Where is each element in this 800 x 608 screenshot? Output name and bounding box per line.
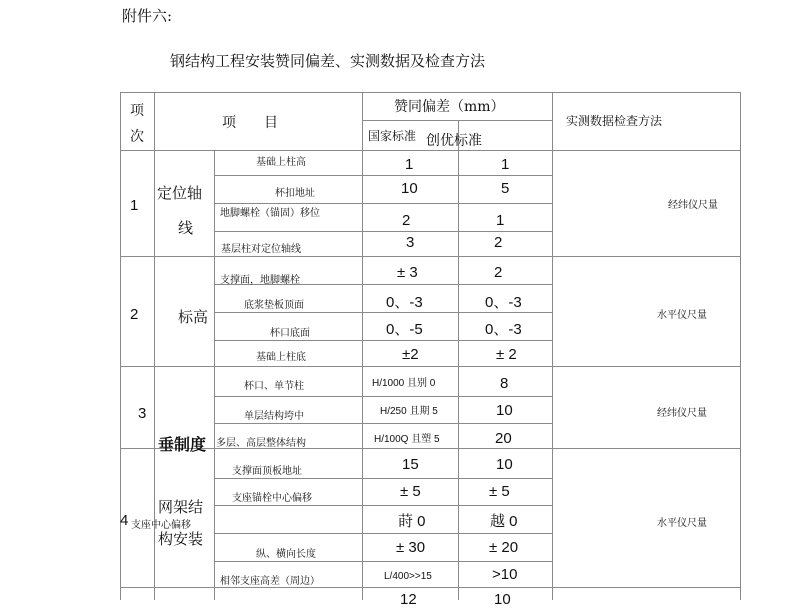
group-category: 线 (178, 219, 194, 237)
row-national: ± 5 (400, 483, 421, 500)
table-border-top (120, 92, 741, 93)
row-national: 莳 0 (398, 513, 426, 530)
row-excellent: 越 0 (490, 513, 518, 530)
table-row-line (214, 561, 552, 562)
header-inspection-method: 实测数据检查方法 (566, 114, 663, 128)
table-col-line (552, 92, 553, 600)
table-row-line (214, 231, 552, 232)
group-category: 垂制度 (158, 435, 207, 454)
row-item: 支撑面，地脚螺栓 (220, 275, 300, 286)
row-excellent: 0、-3 (485, 294, 522, 311)
row-excellent: ± 5 (489, 483, 510, 500)
group-seq: 4 (120, 512, 129, 529)
table-row-line (120, 256, 741, 257)
table-row-line (214, 312, 552, 313)
row-item: 基础上柱底 (256, 352, 306, 363)
table-row-line (214, 505, 552, 506)
group-method: 水平仪尺量 (657, 518, 707, 529)
row-excellent: 2 (494, 264, 503, 281)
row-item: 支撑面顶板地址 (232, 466, 302, 477)
table-row-line (214, 175, 552, 176)
row-national: H/100Q 且塑 5 (374, 434, 440, 445)
row-excellent: 2 (494, 234, 503, 251)
row-national: H/250 且期 5 (380, 406, 438, 417)
row-national: H/1000 且别 0 (372, 378, 436, 389)
row-excellent: 10 (494, 591, 511, 608)
row-national: 15 (402, 456, 419, 473)
table-row-line (214, 423, 552, 424)
row-item: 底浆垫板顶面 (244, 300, 304, 311)
row-item: 纵、横向长度 (256, 549, 316, 560)
header-item: 项 目 (222, 115, 278, 131)
group-seq: 3 (138, 405, 147, 422)
row-excellent: 0、-3 (485, 321, 522, 338)
table-row-line (120, 150, 741, 151)
group-category: 标高 (178, 308, 209, 326)
row-national: ±2 (402, 346, 419, 363)
row-item: 地脚螺栓（锚固）移位 (220, 208, 320, 219)
row-national: ± 3 (397, 264, 418, 281)
table-row-line (214, 533, 552, 534)
row-excellent: 10 (496, 456, 513, 473)
row-excellent: ± 2 (496, 346, 517, 363)
table-row-line (362, 120, 552, 121)
table-row-line (120, 366, 741, 367)
group-method: 经纬仪尺量 (668, 200, 718, 211)
row-national: 12 (400, 591, 417, 608)
group-category: 构安装 (158, 530, 204, 548)
row-excellent: 8 (500, 375, 509, 392)
table-row-line (214, 478, 552, 479)
page-title: 钢结构工程安装赞同偏差、实测数据及检查方法 (170, 52, 486, 70)
header-national-standard: 国家标准 (368, 129, 417, 143)
group-category: 网架结 (158, 498, 204, 516)
header-seq-char: 次 (130, 129, 144, 145)
row-national: 2 (402, 212, 411, 229)
row-item: 杯扣地址 (275, 188, 315, 199)
table-row-line (214, 340, 552, 341)
table-col-line (362, 92, 363, 600)
row-excellent: >10 (492, 566, 518, 583)
row-national: ± 30 (396, 539, 426, 556)
row-item: 基础上柱高 (256, 157, 306, 168)
header-excellent-standard: 创优标准 (426, 133, 482, 149)
row-national: L/400>>15 (384, 571, 432, 582)
row-excellent: 5 (501, 180, 510, 197)
table-row-line (120, 448, 741, 449)
group-seq: 1 (130, 197, 139, 214)
table-col-line (458, 120, 459, 600)
row-excellent: 10 (496, 402, 513, 419)
group-method: 经纬仪尺量 (657, 408, 707, 419)
row-item: 支座锚栓中心偏移 (232, 493, 312, 504)
group-seq-note: 支座中心偏移 (131, 520, 191, 531)
row-national: 10 (401, 180, 418, 197)
row-national: 1 (405, 156, 414, 173)
row-national: 0、-5 (386, 321, 423, 338)
table-row-line (120, 587, 741, 588)
table-border-right (740, 92, 741, 600)
header-seq-char: 项 (130, 103, 144, 119)
row-item: 基层柱对定位轴线 (221, 244, 301, 255)
row-item: 单层结构垮中 (244, 411, 304, 422)
group-seq: 2 (130, 306, 139, 323)
row-excellent: 1 (501, 156, 510, 173)
row-item: 多层、高层整体结构 (216, 438, 306, 449)
row-item: 杯口、单节柱 (244, 381, 304, 392)
attachment-label: 附件六: (122, 7, 173, 25)
table-row-line (214, 396, 552, 397)
row-national: 0、-3 (386, 294, 423, 311)
header-tolerance: 赞同偏差（mm） (394, 99, 505, 115)
row-excellent: 20 (495, 430, 512, 447)
row-excellent: ± 20 (489, 539, 519, 556)
row-item: 相邻支座高差（周边） (220, 576, 320, 587)
row-national: 3 (406, 234, 415, 251)
group-category: 定位轴 (157, 184, 203, 202)
row-excellent: 1 (496, 212, 505, 229)
row-item: 杯口底面 (270, 328, 310, 339)
group-method: 水平仪尺量 (657, 310, 707, 321)
